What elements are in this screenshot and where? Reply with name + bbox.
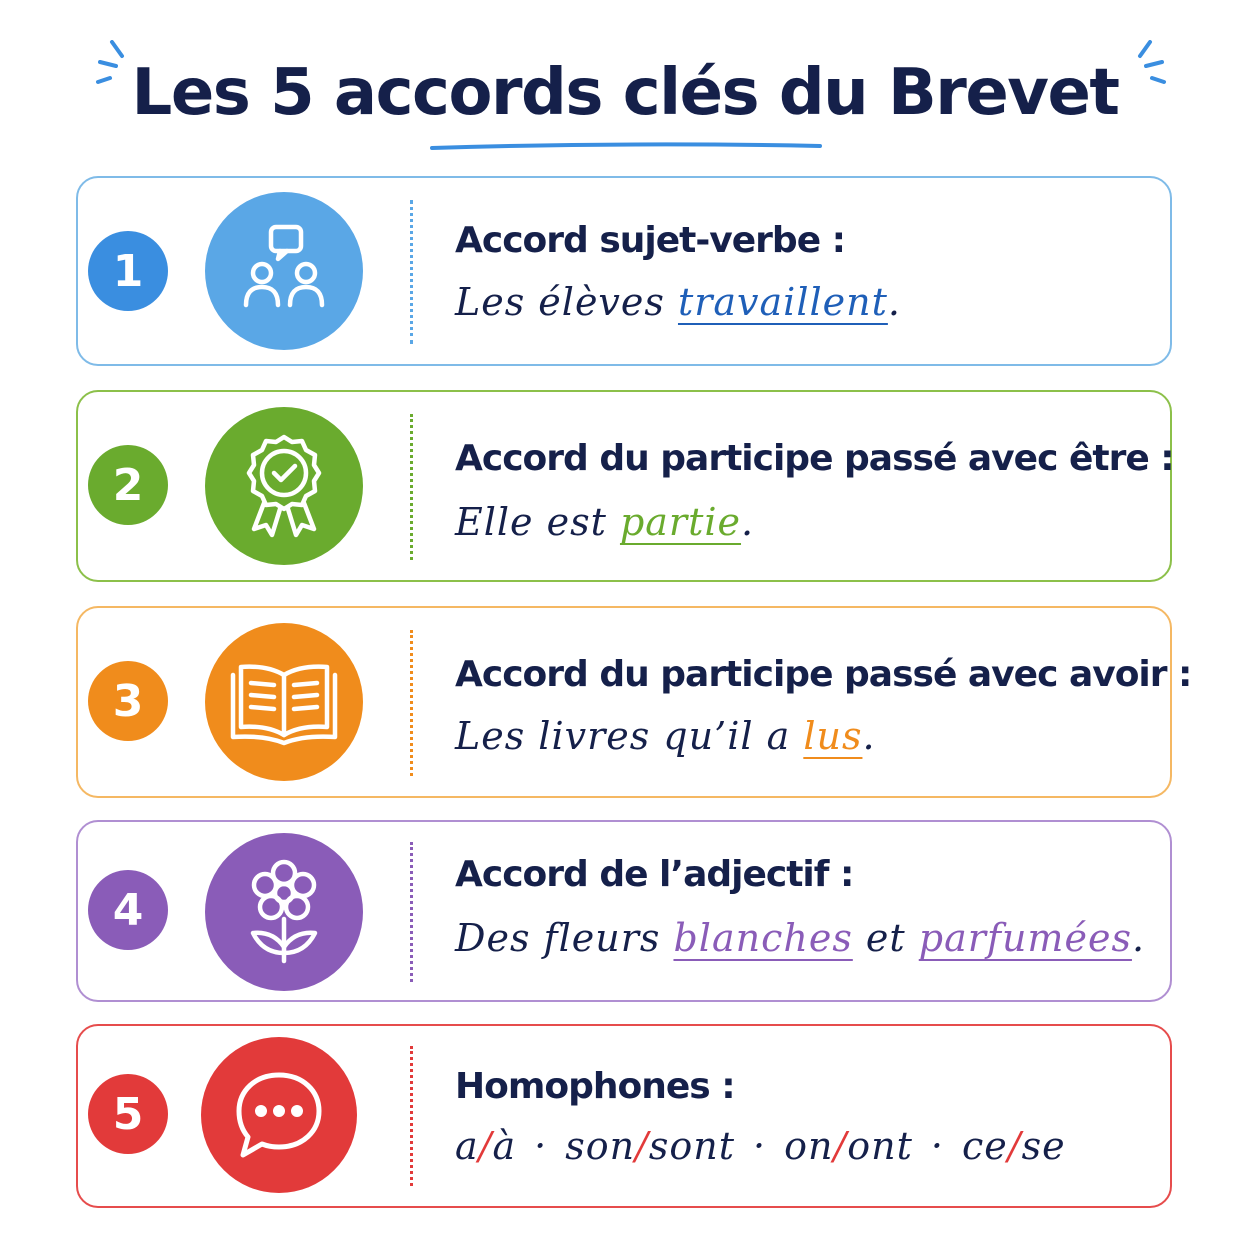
example-highlight: travaillent [677,280,888,324]
dot-separator: · [753,1124,767,1168]
number-badge: 3 [88,661,168,741]
dotted-divider [410,842,413,982]
flower-icon [239,857,329,967]
card-subject-verb [76,176,1172,366]
example-text: Des fleurs [455,916,674,960]
slash-separator: / [1007,1124,1022,1168]
slash-separator: / [635,1124,649,1168]
homophone-word: on [784,1124,834,1168]
people-speech-icon [234,221,334,321]
homophone-word: à [492,1124,517,1168]
example-text: . [862,714,876,758]
example-text: Les élèves [455,280,678,324]
title-area [0,40,1250,160]
speech-bubble-icon [229,1065,329,1165]
dot-separator: · [534,1124,548,1168]
card-adjective [76,820,1172,1002]
card-participle-avoir [76,606,1192,798]
homophone-pairs [455,1124,1066,1168]
dotted-divider [410,200,413,344]
dotted-divider [410,1046,413,1186]
example-text: . [1131,916,1146,960]
card-heading: Accord de l’adjectif : [455,854,854,895]
card-homophones [76,1024,1172,1208]
homophone-word: son [565,1124,636,1168]
homophone-word: sont [648,1124,736,1168]
icon-circle [205,833,363,991]
dot-separator: · [930,1124,944,1168]
card-heading: Accord du participe passé avec avoir : [455,654,1192,695]
title-underline [428,140,824,154]
example-highlight: partie [619,500,742,544]
example-text: et [852,916,919,960]
example-highlight: lus [803,714,863,758]
card-heading: Accord sujet-verbe : [455,220,846,261]
card-heading: Accord du participe passé avec être : [455,438,1174,479]
dotted-divider [410,414,413,560]
icon-circle [201,1037,357,1193]
example-text: . [741,500,755,544]
slash-separator: / [478,1124,493,1168]
number-badge: 5 [88,1074,168,1154]
example-text: Les livres qu’il a [455,714,804,758]
icon-circle [205,407,363,565]
homophone-word: ont [847,1124,913,1168]
example-highlight: parfumées [918,916,1132,960]
card-participle-etre [76,390,1172,582]
page-title: Les 5 accords clés du Brevet [131,56,1119,130]
homophone-word: se [1021,1124,1066,1168]
number-badge: 1 [88,231,168,311]
example-highlight: blanches [673,916,853,960]
card-heading: Homophones : [455,1066,735,1107]
card-example [455,916,1145,960]
homophone-word: ce [962,1124,1008,1168]
icon-circle [205,623,363,781]
number-badge: 4 [88,870,168,950]
award-ribbon-check-icon [234,431,334,541]
dotted-divider [410,630,413,776]
example-text: Elle est [455,500,620,544]
icon-circle [205,192,363,350]
slash-separator: / [833,1124,848,1168]
card-example [455,280,901,324]
card-example [455,500,754,544]
open-book-icon [229,657,339,747]
example-text: . [887,280,901,324]
card-example [455,714,876,758]
homophone-word: a [455,1124,479,1168]
number-badge: 2 [88,445,168,525]
